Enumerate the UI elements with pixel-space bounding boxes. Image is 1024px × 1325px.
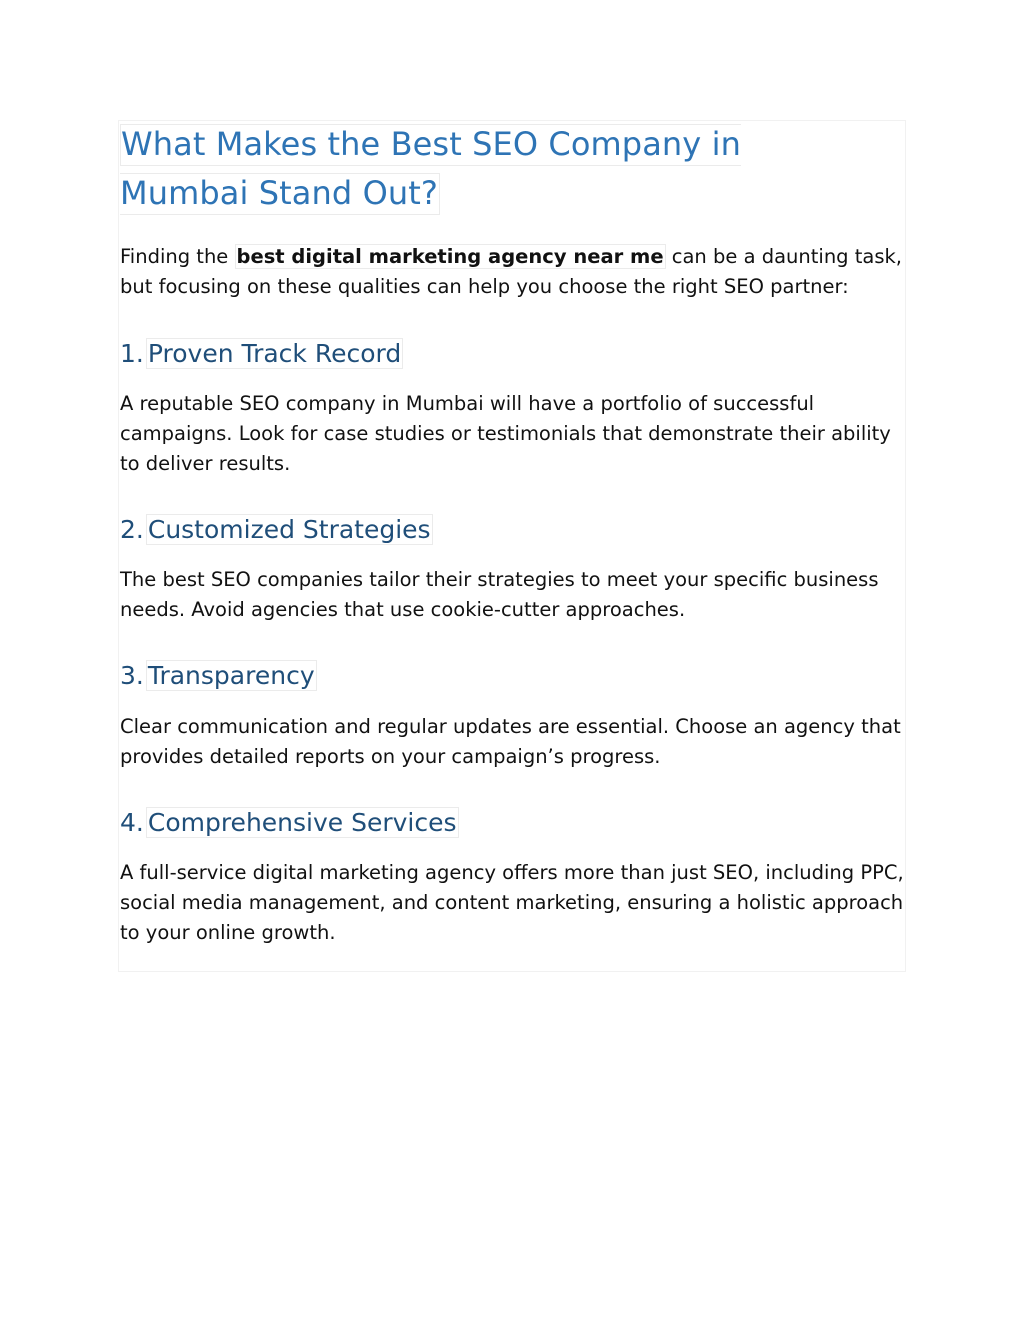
section-heading-text: Comprehensive Services: [147, 808, 457, 837]
section-heading-2: [120, 513, 433, 547]
intro-bold-phrase: best digital marketing agency near me: [236, 245, 664, 268]
section-heading-text: Proven Track Record: [147, 339, 402, 368]
intro-paragraph: [120, 242, 910, 302]
page-title-text: What Makes the Best SEO Company in Mumbai Stand Out?: [120, 124, 741, 215]
intro-before: Finding the: [120, 245, 235, 268]
section-number: 1.: [120, 339, 144, 368]
section-heading-1: [120, 337, 403, 371]
section-heading-text: Customized Strategies: [147, 515, 431, 544]
section-number: 2.: [120, 515, 144, 544]
section-body-3: Clear communication and regular updates are essential. Choose an agency that provides detailed reports on your campaign’s progress.: [120, 715, 901, 768]
section-heading-text: Transparency: [147, 661, 315, 690]
section-number: 3.: [120, 661, 144, 690]
section-number: 4.: [120, 808, 144, 837]
section-body-2: The best SEO companies tailor their strategies to meet your specific business needs. Avoid agencies that use cookie-cutter approaches.: [120, 568, 879, 621]
section-heading-4: [120, 806, 459, 840]
section-body-1: A reputable SEO company in Mumbai will have a portfolio of successful campaigns. Look for case studies or testimonials that demonstrate their ability to deliver results.: [120, 392, 891, 475]
page-title: [120, 120, 840, 218]
intro-after: can be a daunting task, but focusing on these qualities can help you choose the right SEO partner:: [120, 245, 902, 298]
section-heading-3: [120, 659, 317, 693]
section-body-4: A full-service digital marketing agency offers more than just SEO, including PPC, social media management, and content marketing, ensuring a holistic approach to your online growth.: [120, 861, 904, 944]
